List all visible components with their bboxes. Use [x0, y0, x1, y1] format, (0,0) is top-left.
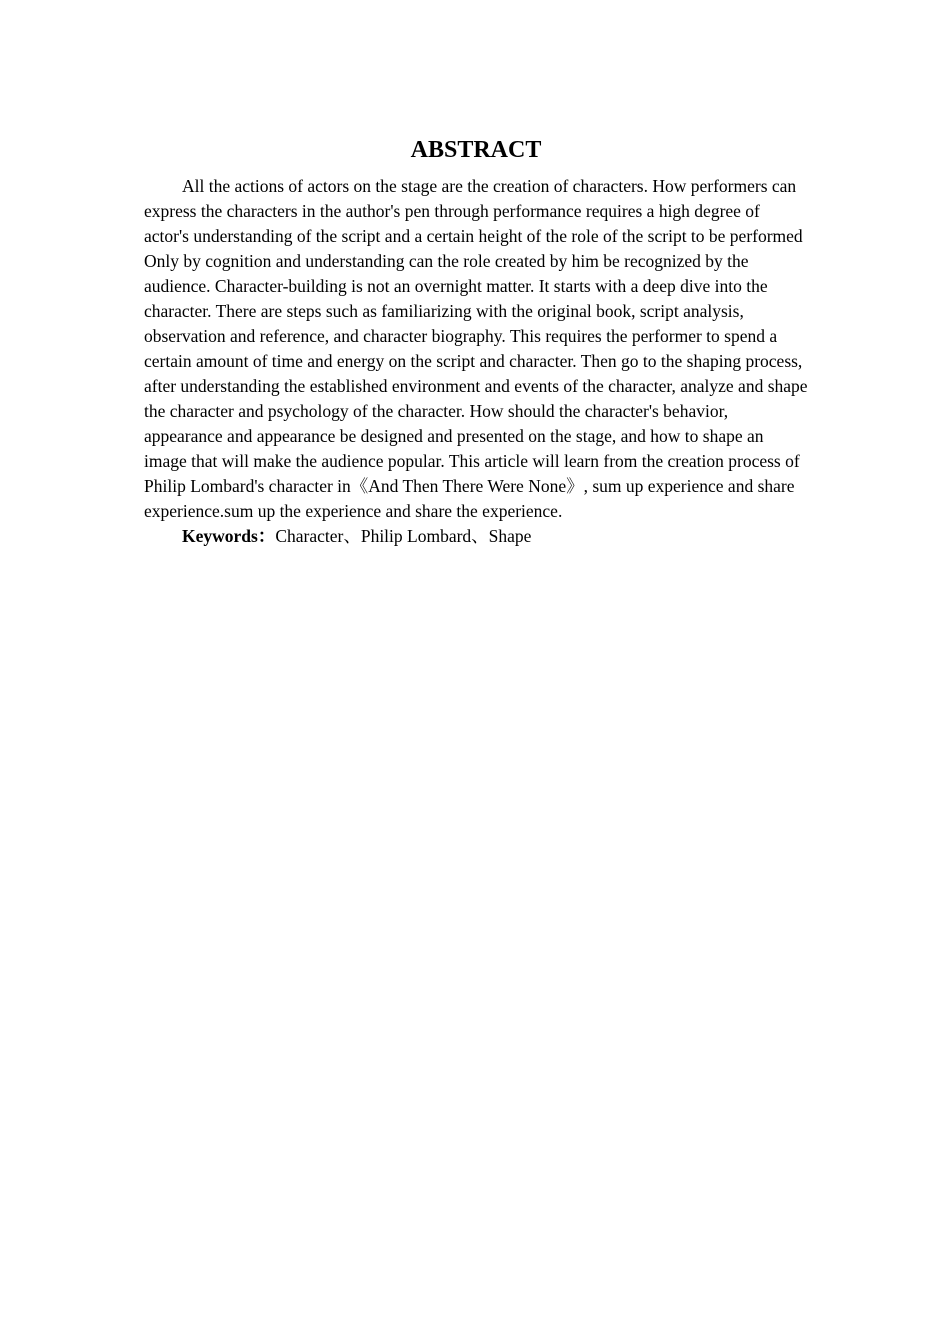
abstract-section [144, 134, 808, 549]
keywords-line [144, 524, 808, 549]
abstract-body: All the actions of actors on the stage are the creation of characters. How performers can express the characters in the author's pen through performance requires a high degree of actor's understanding of the script and a certain height of the role of the script to be performed Only by cognition and understanding can the role created by him be recognized by the audience. Character-building is not an overnight matter. It starts with a deep dive into the character. There are steps such as familiarizing with the original book, script analysis, observation and reference, and character biography. This requires the performer to spend a certain amount of time and energy on the script and character. Then go to the shaping process, after understanding the established environment and events of the character, analyze and shape the character and psychology of the character. How should the character's behavior, appearance and appearance be designed and presented on the stage, and how to shape an image that will make the audience popular. This article will learn from the creation process of Philip Lombard's character in《And Then There Were None》, sum up experience and share experience.sum up the experience and share the experience. [144, 176, 808, 521]
keywords-label: Keywords： [182, 526, 276, 546]
keywords-value: Character、Philip Lombard、Shape [275, 526, 532, 546]
abstract-title: ABSTRACT [410, 137, 542, 163]
